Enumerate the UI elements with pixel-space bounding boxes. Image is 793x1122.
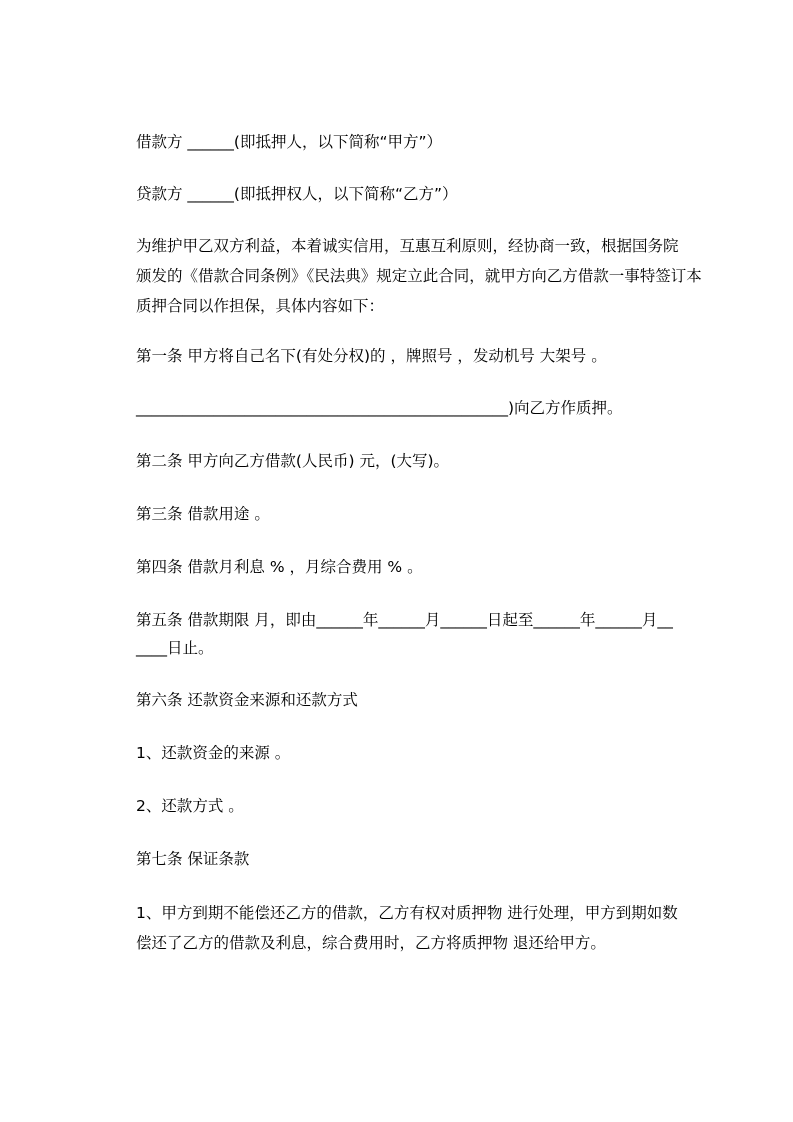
intro-paragraph-line: 为维护甲乙双方利益，本着诚实信用，互惠互利原则，经协商一致，根据国务院 [136,237,679,255]
article-6-item-2: 2、还款方式 。 [136,797,244,815]
article-4: 第四条 借款月利息 % ，月综合费用 % 。 [136,558,423,576]
article-1-continuation: ________________________________________________)向乙方作质押。 [136,399,623,417]
article-7-title: 第七条 保证条款 [136,850,250,868]
lender-line: 贷款方 ______(即抵押权人，以下简称“乙方”） [136,185,458,203]
article-1-line: 第一条 甲方将自己名下(有处分权)的 ，牌照号 ，发动机号 大架号 。 [136,347,607,365]
article-5-line: 第五条 借款期限 月，即由______年______月______日起至______年______月__ [136,611,673,629]
article-2: 第二条 甲方向乙方借款(人民币) 元，(大写)。 [136,452,450,470]
article-6-title: 第六条 还款资金来源和还款方式 [136,691,358,709]
intro-paragraph-line: 颁发的《借款合同条例》《民法典》规定立此合同，就甲方向乙方借款一事特签订本 [136,267,702,285]
intro-paragraph-line: 质押合同以作担保，具体内容如下： [136,297,385,315]
article-7-item-1-continuation: 偿还了乙方的借款及利息，综合费用时，乙方将质押物 退还给甲方。 [136,934,606,952]
article-7-item-1-line: 1、甲方到期不能偿还乙方的借款，乙方有权对质押物 进行处理，甲方到期如数 [136,904,678,922]
article-3: 第三条 借款用途 。 [136,505,270,523]
article-5-continuation: ____日止。 [136,639,214,657]
article-6-item-1: 1、还款资金的来源 。 [136,744,291,762]
borrower-line: 借款方 ______(即抵押人，以下简称“甲方”） [136,133,443,151]
